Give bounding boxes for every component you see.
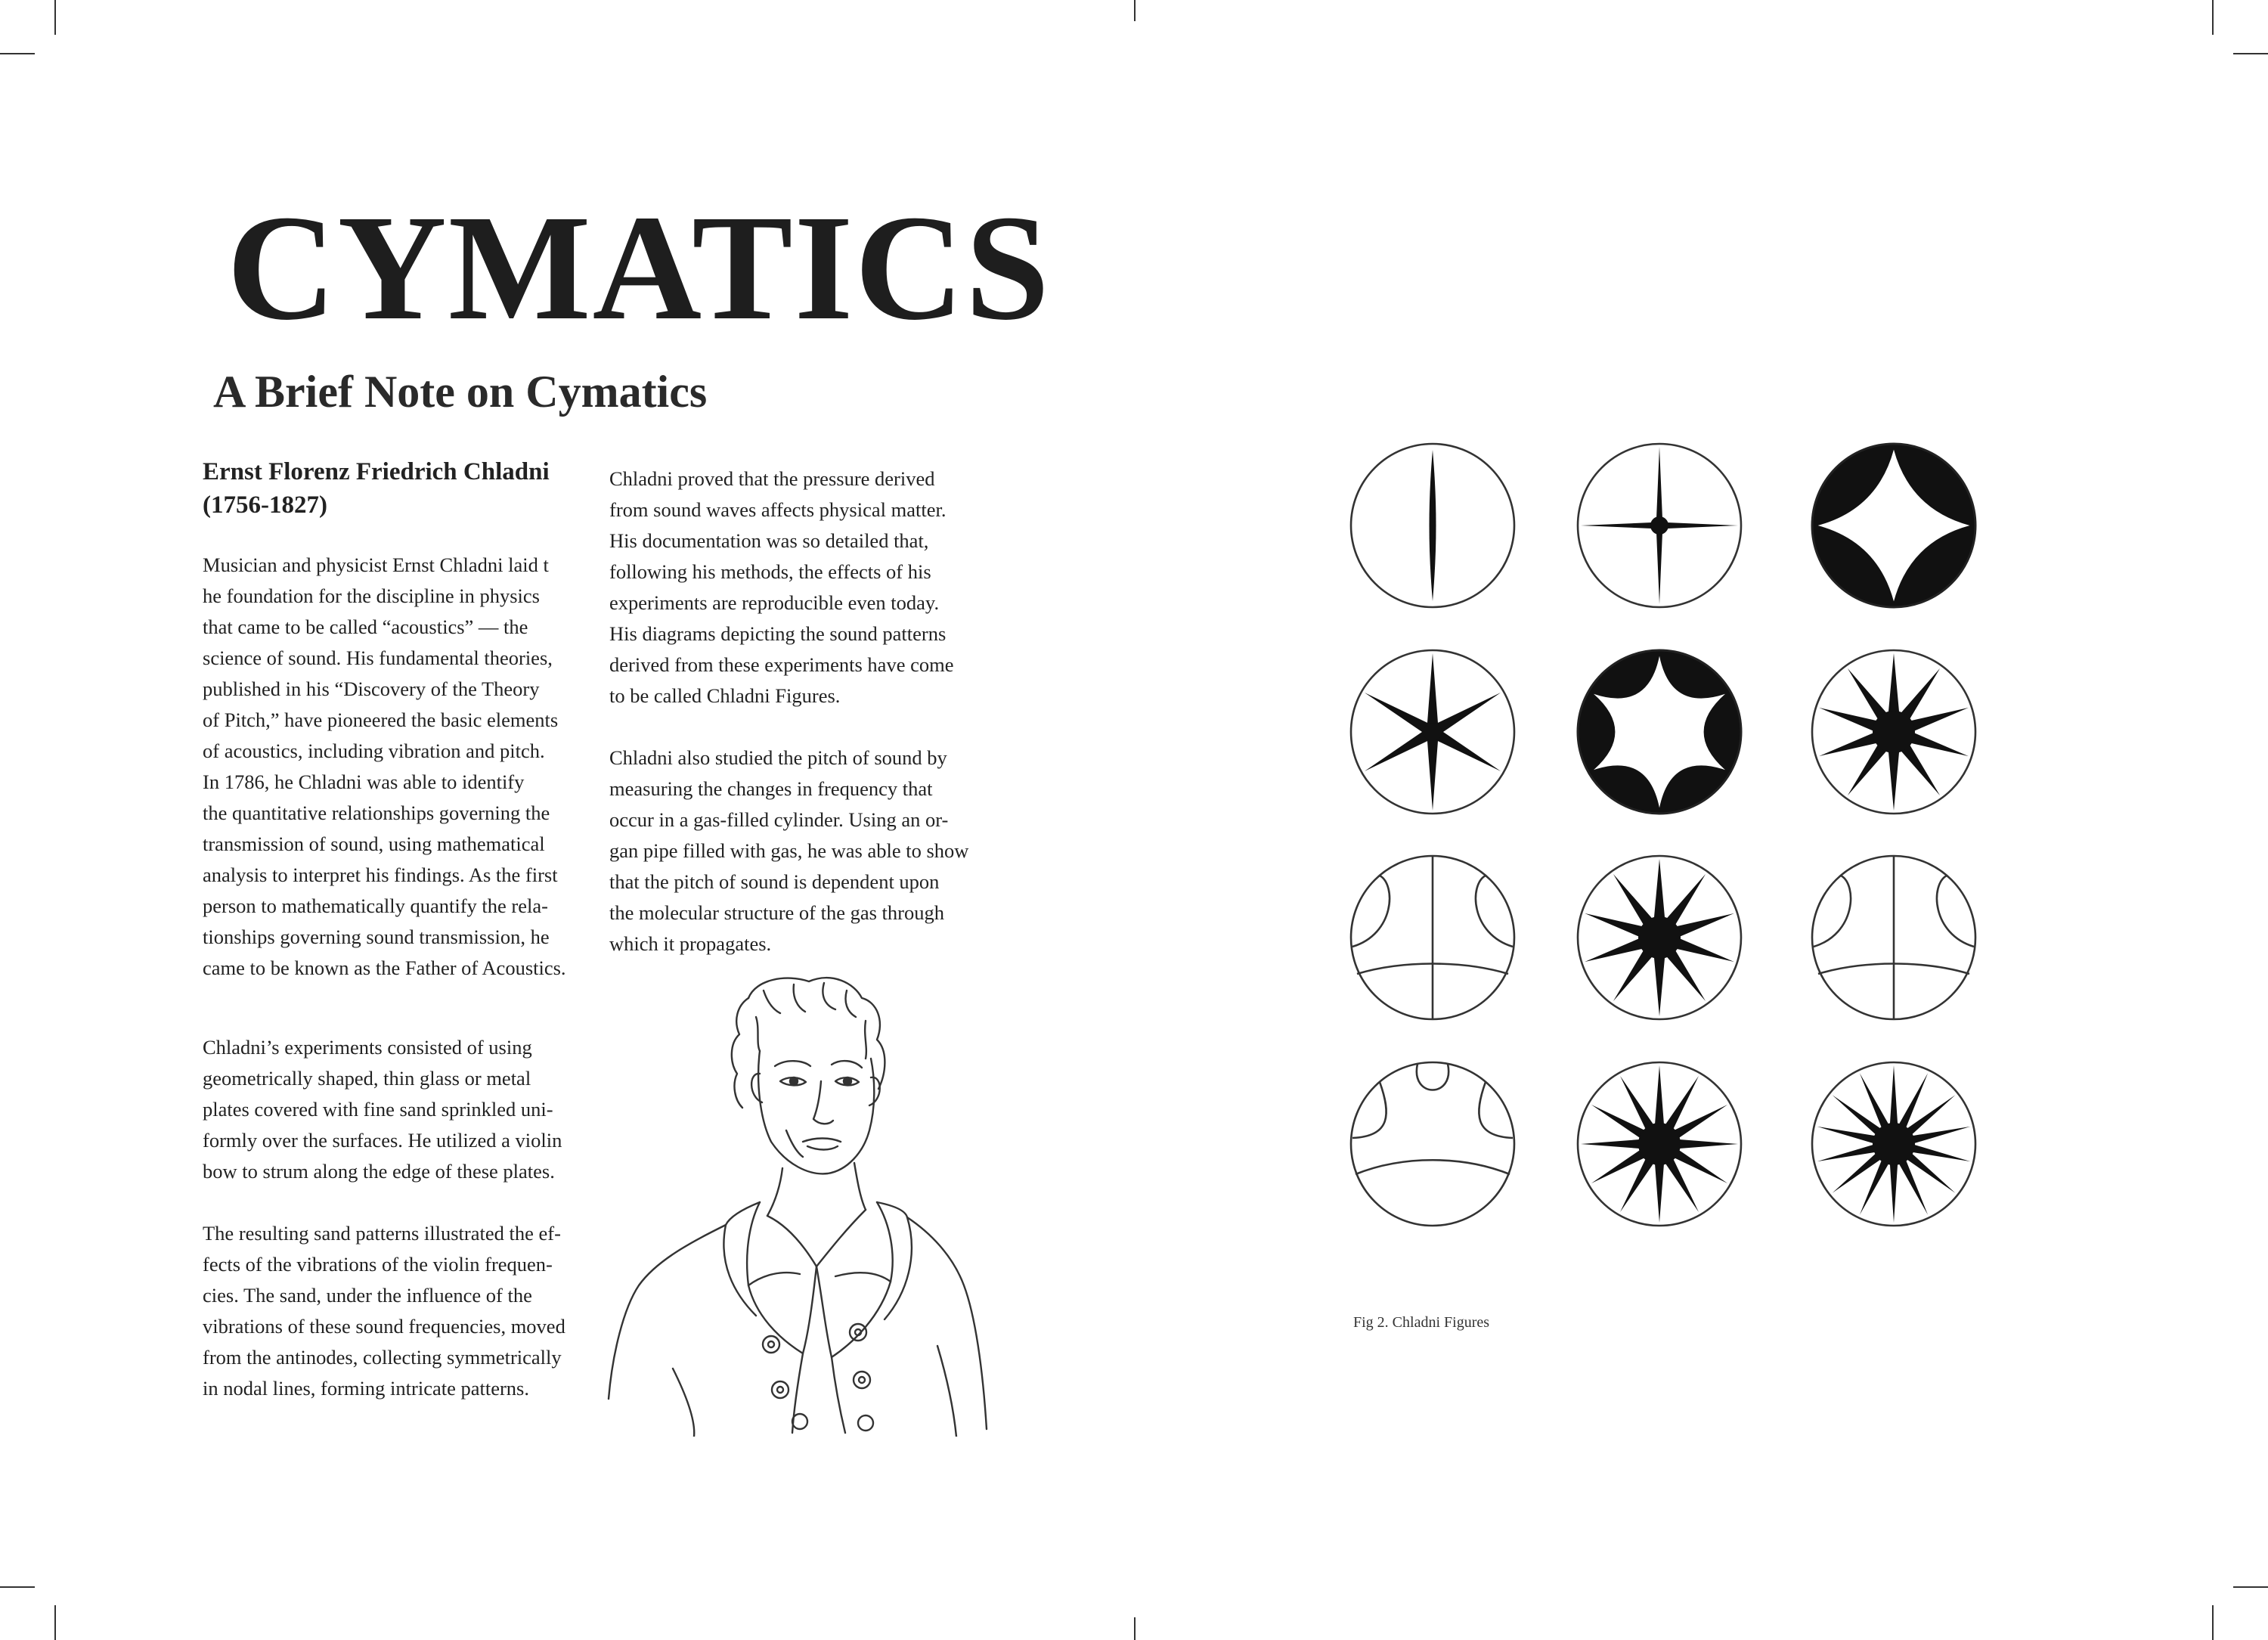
text-line: the molecular structure of the gas through: [609, 901, 944, 924]
text-line: Chladni also studied the pitch of sound by: [609, 746, 947, 769]
chladni-figure: [1812, 856, 1975, 1019]
text-line: following his methods, the effects of his: [609, 560, 931, 583]
text-line: in nodal lines, forming intricate patterns.: [203, 1377, 529, 1400]
text-line: of Pitch,” have pioneered the basic elements: [203, 708, 559, 731]
text-line: he foundation for the discipline in physics: [203, 584, 540, 607]
text-line: plates covered with fine sand sprinkled uni-: [203, 1098, 553, 1121]
text-line: cies. The sand, under the influence of the: [203, 1284, 532, 1307]
text-line: fects of the vibrations of the violin frequen-: [203, 1253, 553, 1276]
text-line: the quantitative relationships governing the: [203, 801, 550, 824]
crop-mark: [1134, 1617, 1136, 1640]
chladni-figure: [1578, 1062, 1741, 1226]
text-line: which it propagates.: [609, 932, 772, 955]
chladni-figure: [1812, 1062, 1975, 1226]
text-line: transmission of sound, using mathematical: [203, 832, 545, 855]
text-line: published in his “Discovery of the Theory: [203, 677, 540, 700]
bio-heading: [203, 455, 581, 522]
text-line: tionships governing sound transmission, he: [203, 925, 550, 948]
text-line: gan pipe filled with gas, he was able to show: [609, 839, 969, 862]
text-line: derived from these experiments have come: [609, 653, 954, 676]
chladni-figure: [1578, 650, 1741, 814]
chladni-figure: [1578, 856, 1741, 1019]
text-line: Chladni proved that the pressure derived: [609, 467, 935, 490]
bio-name: Ernst Florenz Friedrich Chladni: [203, 458, 550, 485]
text-line: that the pitch of sound is dependent upon: [609, 870, 940, 893]
text-line: bow to strum along the edge of these plates.: [203, 1160, 555, 1183]
chladni-portrait: [605, 975, 990, 1437]
text-line: experiments are reproducible even today.: [609, 591, 940, 614]
crop-mark: [0, 1586, 35, 1588]
text-line: His documentation was so detailed that,: [609, 529, 929, 552]
crop-mark: [2212, 1605, 2214, 1640]
chladni-figure: [1351, 650, 1514, 814]
text-column-2: [609, 463, 975, 960]
text-line: Chladni’s experiments consisted of using: [203, 1036, 532, 1059]
crop-mark: [54, 1605, 56, 1640]
text-line: geometrically shaped, thin glass or metal: [203, 1067, 531, 1090]
text-line: science of sound. His fundamental theories,: [203, 646, 553, 669]
text-line: formly over the surfaces. He utilized a violin: [203, 1129, 562, 1152]
chladni-figure: [1351, 856, 1514, 1019]
crop-mark: [2233, 1586, 2268, 1588]
text-line: measuring the changes in frequency that: [609, 777, 933, 800]
paragraph: [203, 550, 572, 984]
chladni-figure: [1812, 444, 1975, 607]
page-title: CYMATICS: [227, 184, 1052, 352]
figure-caption: Fig 2. Chladni Figures: [1353, 1314, 1490, 1331]
text-line: vibrations of these sound frequencies, moved: [203, 1315, 565, 1338]
text-line: Musician and physicist Ernst Chladni laid t: [203, 553, 549, 576]
paragraph: [203, 1032, 572, 1187]
bio-years: (1756-1827): [203, 491, 327, 519]
text-line: analysis to interpret his findings. As the first: [203, 863, 558, 886]
chladni-figures: [1323, 420, 2003, 1266]
chladni-figure: [1351, 1062, 1514, 1226]
chladni-figure: [1578, 444, 1741, 607]
page-subtitle: A Brief Note on Cymatics: [213, 367, 708, 417]
chladni-figure: [1351, 444, 1514, 607]
text-line: from sound waves affects physical matter.: [609, 498, 947, 521]
text-line: came to be known as the Father of Acoustics.: [203, 956, 566, 979]
text-line: In 1786, he Chladni was able to identify: [203, 770, 525, 793]
crop-mark: [2233, 53, 2268, 54]
crop-mark: [2212, 0, 2214, 35]
text-column-1: [203, 550, 572, 1404]
paragraph: [609, 463, 975, 711]
crop-mark: [54, 0, 56, 35]
text-line: His diagrams depicting the sound patterns: [609, 622, 947, 645]
crop-mark: [0, 53, 35, 54]
text-line: of acoustics, including vibration and pitch.: [203, 739, 545, 762]
text-line: person to mathematically quantify the rela-: [203, 894, 548, 917]
paragraph: [203, 1218, 572, 1404]
paragraph: [609, 742, 975, 960]
text-line: from the antinodes, collecting symmetrically: [203, 1346, 562, 1369]
crop-mark: [1134, 0, 1136, 21]
text-line: The resulting sand patterns illustrated the ef-: [203, 1222, 561, 1245]
text-line: that came to be called “acoustics” — the: [203, 615, 528, 638]
text-line: occur in a gas-filled cylinder. Using an or-: [609, 808, 949, 831]
text-line: to be called Chladni Figures.: [609, 684, 841, 707]
chladni-figure: [1812, 650, 1975, 814]
